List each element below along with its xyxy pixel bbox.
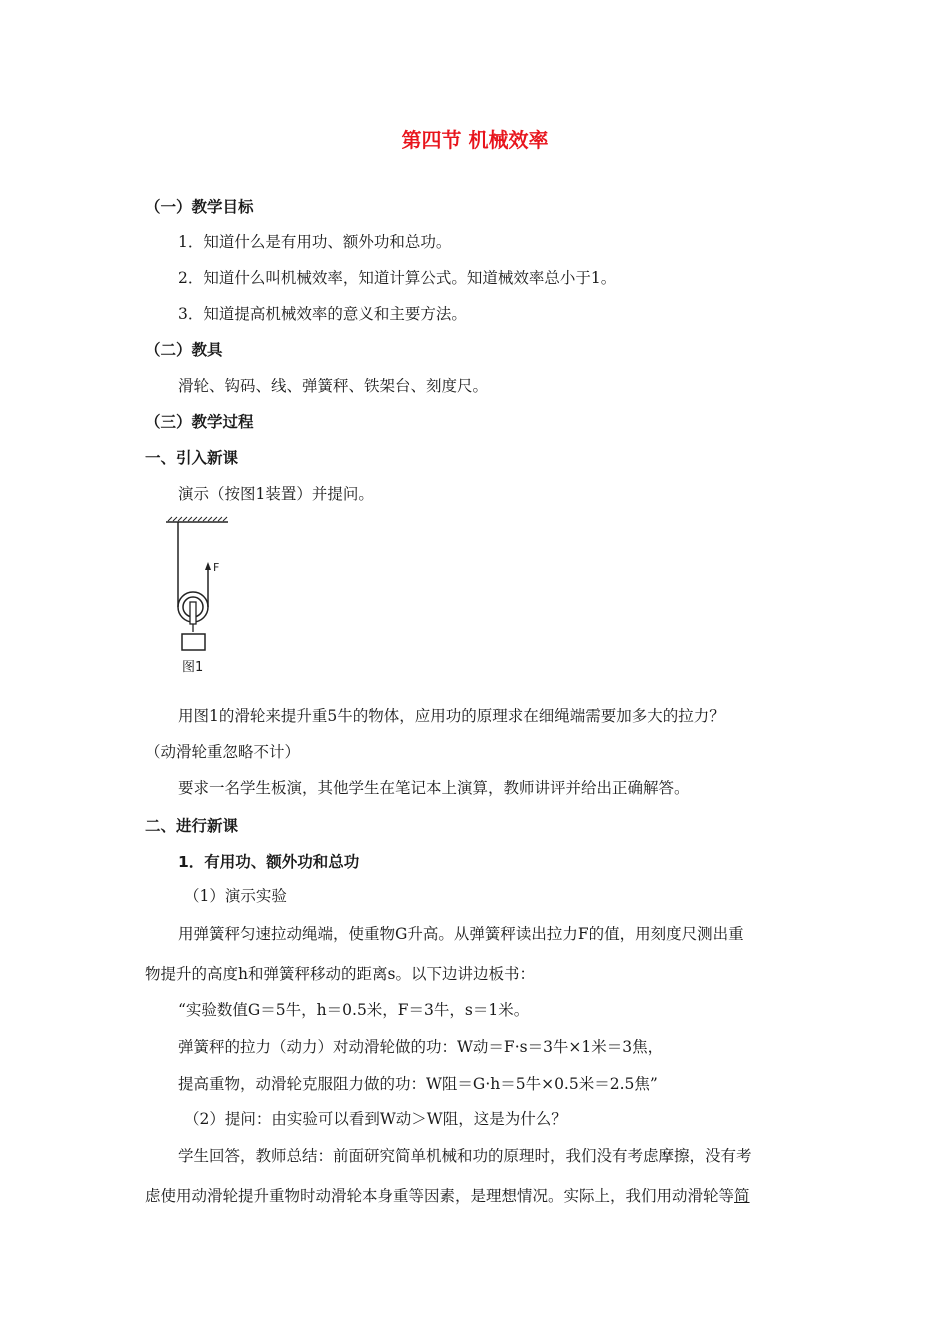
- tools-text: 滑轮、钩码、线、弹簧秤、铁架台、刻度尺。: [178, 377, 489, 395]
- question-line-1: 用图1的滑轮来提升重5牛的物体，应用功的原理求在细绳端需要加多大的拉力？: [178, 707, 725, 725]
- objective-item-2: 2．知道什么叫机械效率，知道计算公式。知道械效率总小于1。: [178, 269, 617, 287]
- part-heading-new-lesson: 二、进行新课: [145, 817, 239, 835]
- step-question: （2）提问：由实验可以看到W动＞W阻，这是为什么？: [184, 1110, 567, 1128]
- demo-text: 演示（按图1装置）并提问。: [178, 485, 374, 503]
- part-heading-intro: 一、引入新课: [145, 449, 239, 467]
- quote-line-2: 弹簧秤的拉力（动力）对动滑轮做的功：W动＝F·s＝3牛×1米＝3焦，: [178, 1038, 664, 1056]
- quote-line-3: 提高重物，动滑轮克服阻力做的功：W阻＝G·h＝5牛×0.5米＝2.5焦”: [178, 1075, 658, 1093]
- section-heading-objectives: （一）教学目标: [145, 198, 254, 216]
- force-label: F: [213, 561, 220, 574]
- subsection-heading-work: 1．有用功、额外功和总功: [178, 853, 360, 871]
- paragraph-1-line-2: 物提升的高度h和弹簧秤移动的距离s。以下边讲边板书：: [145, 965, 535, 983]
- section-heading-tools: （二）教具: [145, 341, 223, 359]
- force-arrow-icon: [205, 562, 211, 570]
- paragraph-1-line-1: 用弹簧秤匀速拉动绳端，使重物G升高。从弹簧秤读出拉力F的值，用刻度尺测出重: [178, 925, 744, 943]
- pulley-frame: [190, 602, 196, 624]
- paragraph-2-line-2: [145, 1186, 750, 1206]
- paragraph-2-line-1: 学生回答，教师总结：前面研究简单机械和功的原理时，我们没有考虑摩擦，没有考: [178, 1147, 752, 1165]
- quote-line-1: “实验数值G＝5牛，h＝0.5米，F＝3牛，s＝1米。: [178, 1001, 530, 1019]
- page-title: 第四节 机械效率: [401, 128, 549, 152]
- objective-item-1: 1．知道什么是有用功、额外功和总功。: [178, 233, 452, 251]
- pulley-diagram: [162, 516, 242, 678]
- paragraph-2-line-2-text: 虑使用动滑轮提升重物时动滑轮本身重等因素，是理想情况。实际上，我们用动滑轮等: [145, 1187, 735, 1205]
- step-experiment: （1）演示实验: [184, 887, 287, 905]
- section-heading-process: （三）教学过程: [145, 413, 254, 431]
- objective-item-3: 3．知道提高机械效率的意义和主要方法。: [178, 305, 467, 323]
- underlined-char: 简: [734, 1187, 750, 1205]
- weight-block: [182, 634, 205, 650]
- instruction-text: 要求一名学生板演，其他学生在笔记本上演算，教师讲评并给出正确解答。: [178, 779, 690, 797]
- figure-label: 图1: [182, 660, 204, 675]
- question-line-2: （动滑轮重忽略不计）: [145, 743, 301, 761]
- ceiling-hatching: [168, 517, 227, 521]
